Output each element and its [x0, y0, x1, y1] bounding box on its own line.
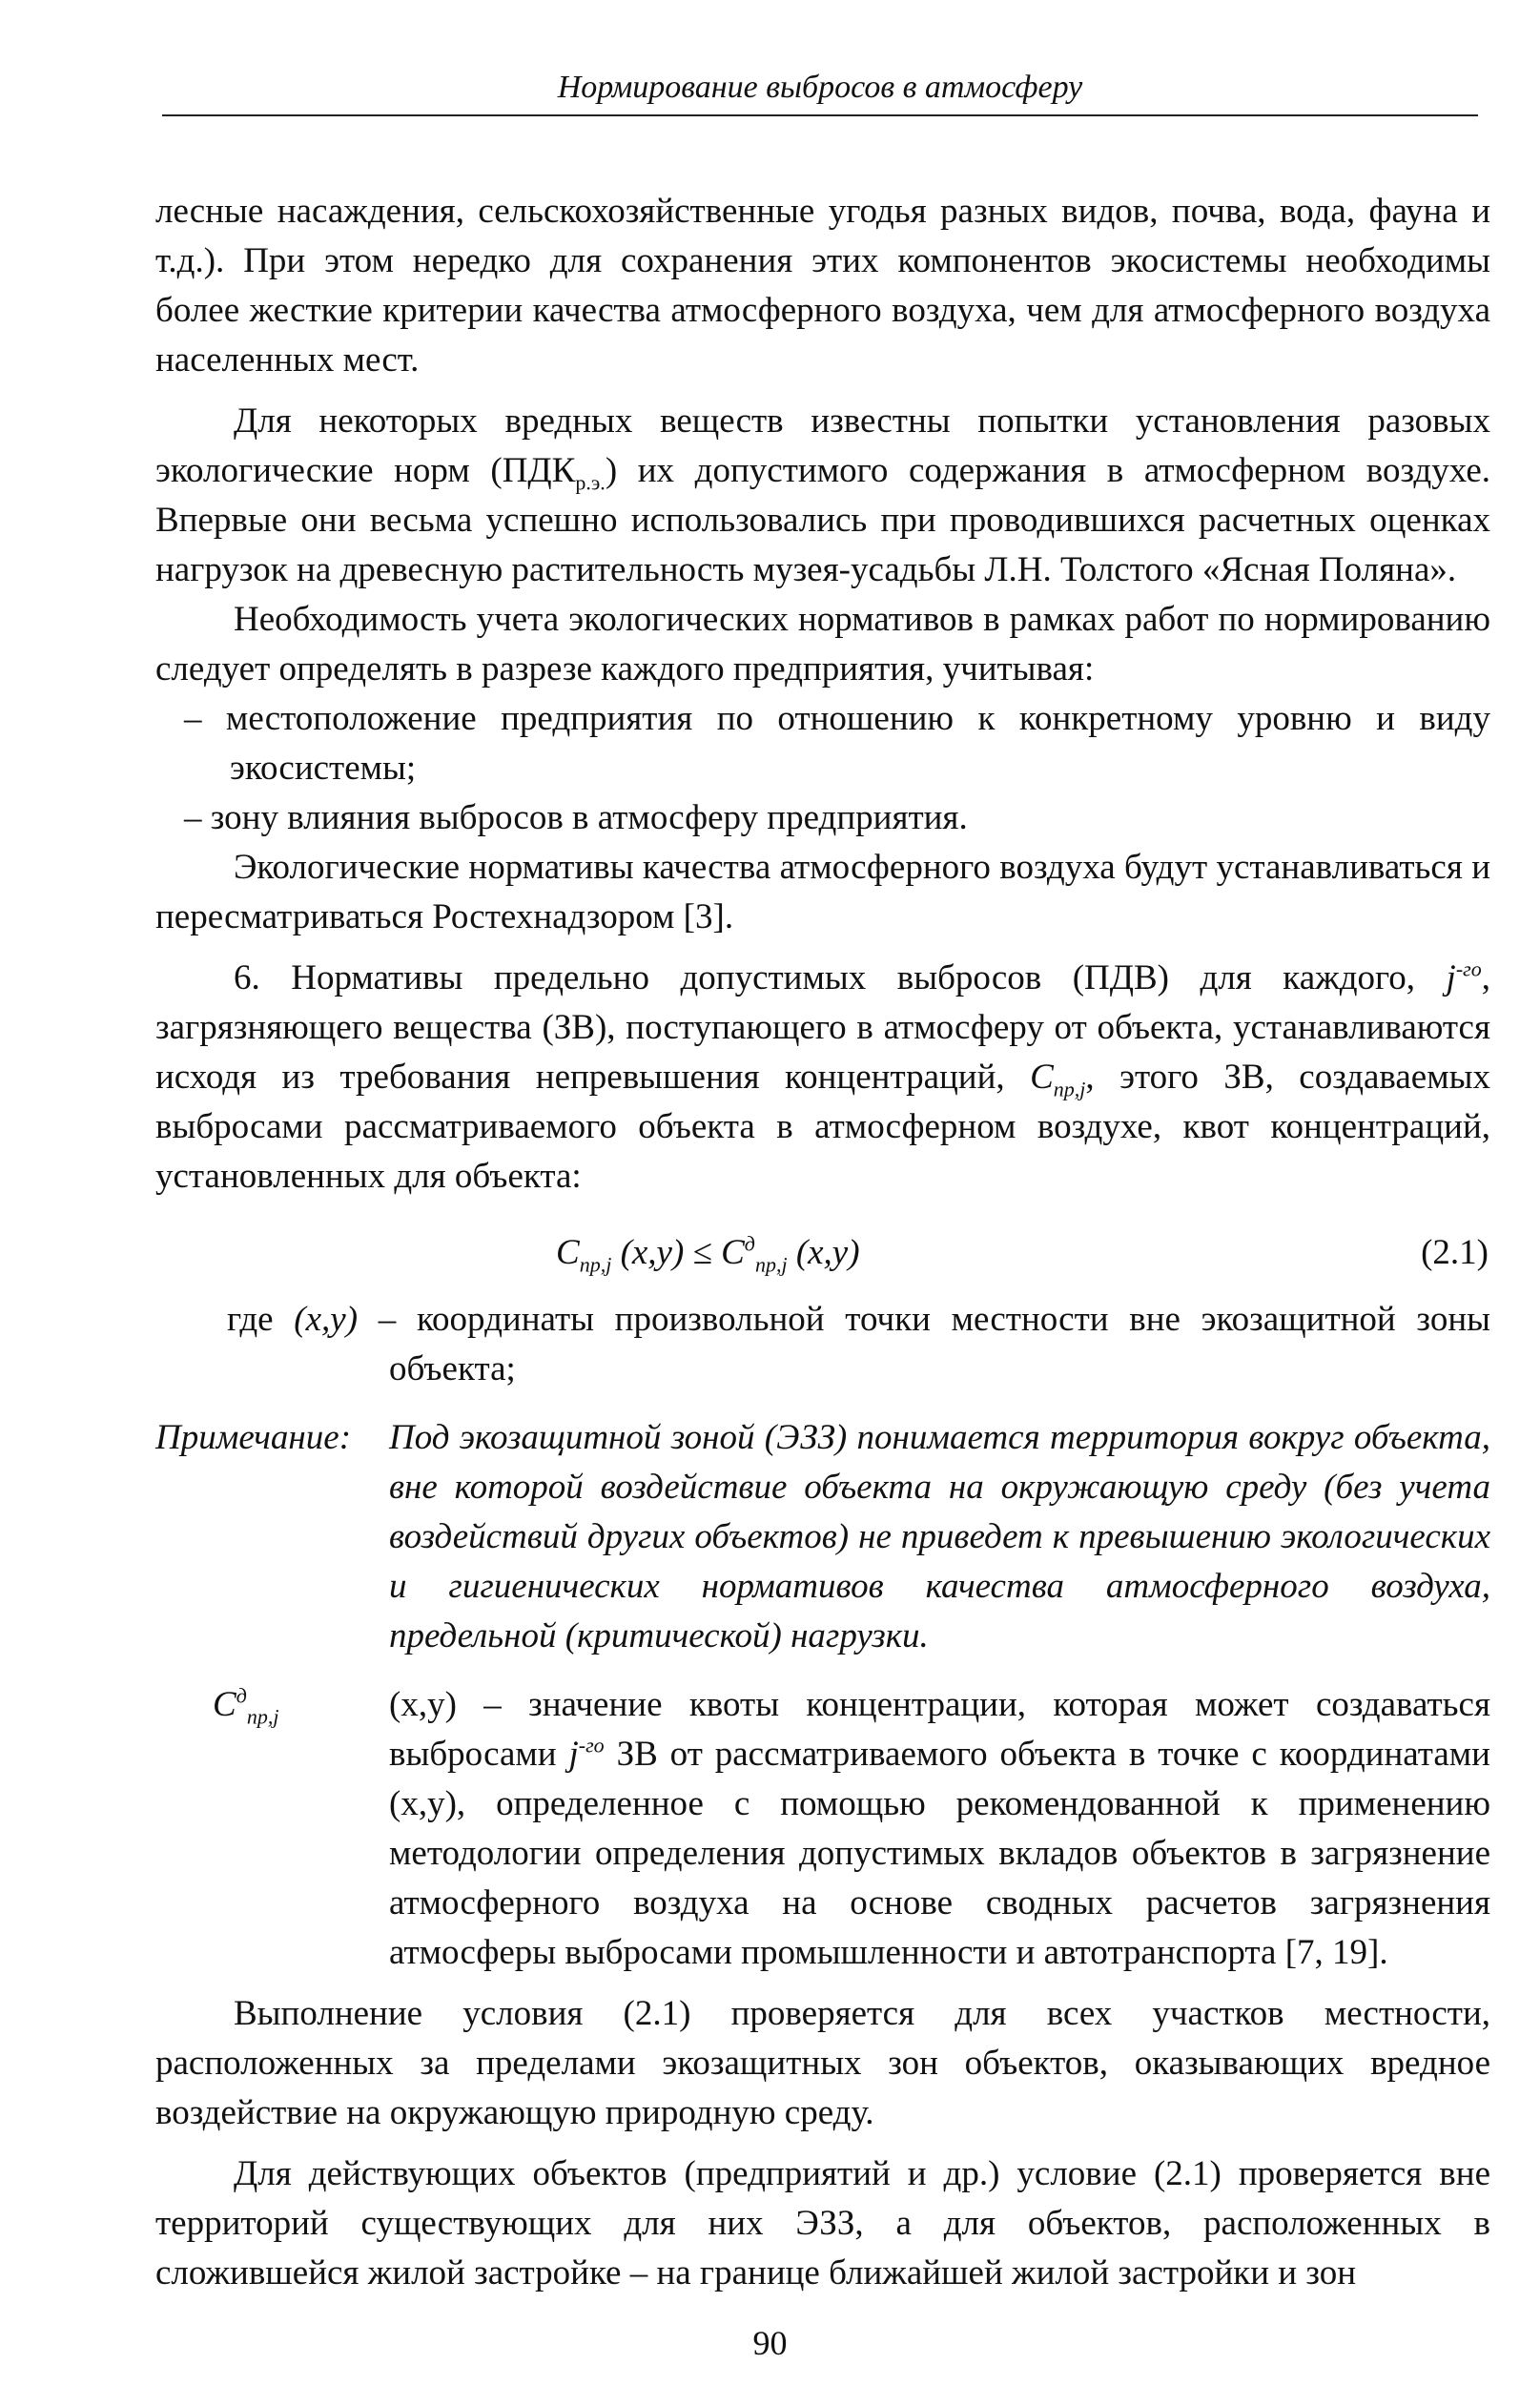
- paragraph-pdv-norms: 6. Нормативы предельно допустимых выбросов (ПДВ) для каждого, $j^{-го}$, загрязняющего вещества (ЗВ), поступающего в атмосферу от объекта, устанавливаются исходя из требования непревышения концентраций, $C_{пр,j}$, этого ЗВ, создаваемых выбросами рассматриваемого объекта в атмосферном воздухе, квот концентраций, установленных для объекта:: [155, 956, 1491, 1196]
- running-header: Нормирование выбросов в атмосферу: [557, 70, 1083, 105]
- paragraph-condition-check: Выполнение условия (2.1) проверяется для всех участков местности, расположенных за пределами экозащитных зон объектов, оказывающих вредное воздействие на окружающую природную среду.: [155, 1994, 1490, 2132]
- paragraph-necessity: Необходимость учета экологических нормативов в рамках работ по нормированию следует определять в разрезе каждого предприятия, учитывая:: [155, 600, 1490, 689]
- paragraph-ecological-norms: Для некоторых вредных веществ известны попытки установления разовых экологические норм $(ПДК_{р.э.})$ их допустимого содержания в атмосферном воздухе. Впервые они весьма успешно использовались при проводившихся расчетных оценках нагрузок на древесную растительность музея-усадьбы Л.Н. Толстого «Ясная Поляна».: [155, 401, 1490, 589]
- note-text: Под экозащитной зоной (ЭЗЗ) понимается территория вокруг объекта, вне которой воздействие объекта на окружающую среду (без учета воздействий других объектов) не приведет к превышению экологических и гигиенических нормативов качества атмосферного воздуха, предельной (критической) нагрузки.: [389, 1418, 1490, 1655]
- definition-coordinates: где (x,y) – координаты произвольной точки местности вне экозащитной зоны объекта;: [227, 1300, 1490, 1388]
- paragraph-continuation: лесные насаждения, сельскохозяйственные угодья разных видов, почва, вода, фауна и т.д.). При этом нередко для сохранения этих компонентов экосистемы необходимы более жесткие критерии качества атмосферного воздуха, чем для атмосферного воздуха населенных мест.: [155, 192, 1490, 380]
- note-label: Примечание:: [155, 1418, 352, 1457]
- definition-quota: $C^д_{пр,j}$ (x,y) – значение квоты концентрации, которая может создаваться выбросами $j^{-го}$ ЗВ от рассматриваемого объекта в точке с координатами (x,y), определенное с помощью рекомендованной к применению методологии определения допустимых вкладов объектов в загрязнение атмосферного воздуха на основе сводных расчетов загрязнения атмосферы выбросами промышленности и автотранспорта [7, 19].: [155, 1680, 1490, 1978]
- formula-2-1: [155, 1221, 1490, 1287]
- header-rule: [162, 114, 1478, 116]
- list-item: – местоположение предприятия по отношению к конкретному уровню и виду экосистемы;: [184, 699, 1490, 788]
- paragraph-rostekhnadzor: Экологические нормативы качества атмосферного воздуха будут устанавливаться и пересматриваться Ростехнадзором [3].: [155, 848, 1490, 936]
- note-block: [155, 1413, 1490, 1661]
- page-body: [155, 187, 1490, 2298]
- formula-expression: $C_{пр,j}$ $(x,y) \le C^д_{пр,j}$ (x,y): [556, 1231, 860, 1277]
- list-item: – зону влияния выбросов в атмосферу предприятия.: [184, 798, 968, 837]
- formula-number: (2.1): [1421, 1233, 1489, 1272]
- paragraph-existing-objects: Для действующих объектов (предприятий и др.) условие (2.1) проверяется вне территорий существующих для них ЭЗЗ, а для объектов, расположенных в сложившейся жилой застройке – на границе ближайшей жилой застройки и зон: [155, 2154, 1490, 2292]
- page-number: 90: [752, 2324, 788, 2362]
- quota-symbol: $C^д_{пр,j}$: [213, 1683, 279, 1729]
